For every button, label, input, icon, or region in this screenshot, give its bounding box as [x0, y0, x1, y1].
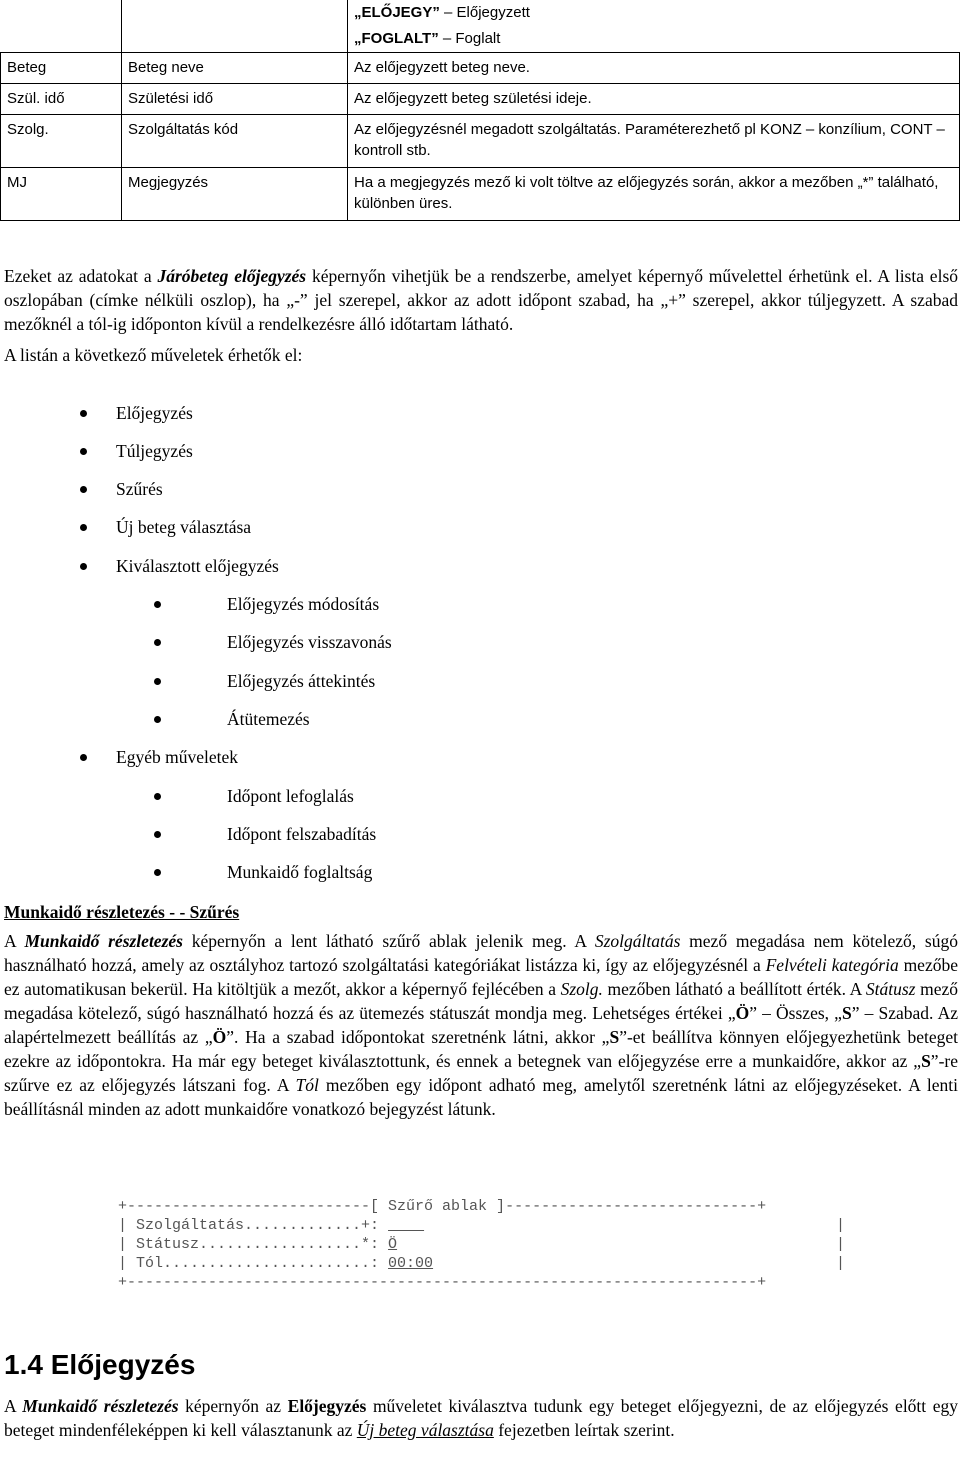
screen-name: Járóbeteg előjegyzés [157, 266, 307, 286]
list-item [227, 707, 310, 731]
table-cell: Megjegyzés [122, 168, 348, 221]
list-item-label: Időpont lefoglalás [227, 786, 354, 806]
table-cell: MJ [1, 168, 122, 221]
text-span: képernyőn az [178, 1396, 288, 1416]
bullet-icon [80, 563, 87, 570]
status-field-label: | Státusz..................*: [118, 1236, 389, 1253]
value-code: Ö [212, 1027, 227, 1047]
list-item [116, 401, 193, 425]
list-item-label: Előjegyzés visszavonás [227, 632, 392, 652]
table-cell: Beteg neve [122, 53, 348, 84]
bullet-icon [154, 793, 161, 800]
table-row [1, 84, 960, 115]
list-item-label: Kiválasztott előjegyzés [116, 556, 279, 576]
text-span: mezőben egy időpont adható meg, amelytől szeretnénk látni az előjegyzéseket. A lenti beállításnál minden az adott munkaidőre vonatkozó bejegyzést látunk. [4, 1075, 958, 1119]
from-field-value[interactable]: 00:00 [388, 1255, 434, 1272]
text-span: mezőbe ez automatikusan bekerül. Ha kitöltjük a mezőt, akkor a képernyő fejlécében a [4, 955, 958, 999]
list-item-label: Munkaidő foglaltság [227, 862, 373, 882]
list-item-label: Előjegyzés módosítás [227, 594, 380, 614]
list-item [227, 784, 354, 808]
section-title: 1.4 Előjegyzés [4, 1349, 196, 1380]
field-name: Felvételi kategória [765, 955, 899, 975]
table-row [1, 0, 960, 53]
bullet-icon [154, 716, 161, 723]
list-item [227, 630, 392, 654]
list-item-label: Előjegyzés áttekintés [227, 671, 376, 691]
screen-name: Munkaidő részletezés [22, 1396, 179, 1416]
from-field-label: | Tól.......................: [118, 1255, 389, 1272]
value-code: S [609, 1027, 620, 1047]
text-span: ”. Ha a szabad időpontokat szeretnénk látni, akkor „ [226, 1027, 610, 1047]
section-heading: Munkaidő részletezés - - Szűrés [4, 902, 240, 922]
table-cell: Beteg [1, 53, 122, 84]
status-field-value[interactable]: Ö [388, 1236, 398, 1253]
text-span: ” – Szabad. Az alapértelmezett beállítás az „ [4, 1003, 958, 1047]
list-item [227, 669, 375, 693]
console-row-service [118, 1216, 846, 1235]
field-name: Tól [295, 1075, 319, 1095]
value-code: S [921, 1051, 931, 1071]
table-cell [1, 0, 122, 53]
text-span: mező megadása kötelező, súgó használható hozzá és az ütemezés státuszát mondja meg. Lehetséges értékei „ [4, 979, 958, 1023]
table-cell: Szolg. [1, 115, 122, 168]
list-item-label: Előjegyzés [116, 403, 193, 423]
table-cell: Az előjegyzett beteg születési ideje. [348, 84, 960, 115]
console-right-edge: | [836, 1217, 846, 1234]
text-span: Ezeket az adatokat a [4, 266, 158, 286]
table-cell [122, 0, 348, 53]
bullet-icon [80, 486, 87, 493]
list-item-label: Átütemezés [227, 709, 310, 729]
bullet-icon [154, 601, 161, 608]
bullet-icon [154, 678, 161, 685]
table-cell: Születési idő [122, 84, 348, 115]
table-row [1, 115, 960, 168]
bullet-icon [80, 410, 87, 417]
list-item [227, 822, 376, 846]
bullet-icon [80, 448, 87, 455]
text-span: A [4, 931, 25, 951]
list-item [227, 592, 379, 616]
list-item-label: Egyéb műveletek [116, 747, 238, 767]
field-definitions-table [0, 0, 960, 221]
ops-intro: A listán a következő műveletek érhetők el: [4, 345, 303, 365]
console-top-border: +---------------------------[ Szűrő ablak ]----------------------------+ [118, 1198, 767, 1215]
screen-name: Munkaidő részletezés [24, 931, 183, 951]
table-cell: Szül. idő [1, 84, 122, 115]
operation-name: Előjegyzés [287, 1396, 367, 1416]
bullet-icon [80, 754, 87, 761]
chapter-link[interactable]: Új beteg választása [356, 1420, 494, 1440]
console-row-status [118, 1235, 846, 1254]
value-code: S [841, 1003, 852, 1023]
filter-window-console [118, 1197, 846, 1292]
status-values-cell [348, 0, 960, 53]
text-span: ”-re szűrve ez az előjegyzés látszani fog. A [4, 1051, 958, 1095]
bullet-icon [154, 831, 161, 838]
table-row [1, 168, 960, 221]
status-value-elojegy: „ELŐJEGY” – Előjegyzett [354, 4, 530, 21]
list-item [116, 554, 279, 578]
list-item-label: Új beteg választása [116, 517, 252, 537]
list-item [116, 439, 193, 463]
text-span: mezőben látható a beállított érték. A [602, 979, 866, 999]
elojegyzes-paragraph [4, 1394, 958, 1442]
text-span: ”-et beállítva könnyen előjegyezhetünk beteget ezekre az időpontokra. Ha már egy beteget kiválasztottunk, és ennek a betegnek van előjegyzése erre a munkaidőre, akkor az „ [4, 1027, 958, 1071]
text-span: képernyőn a lent látható szűrő ablak jelenik meg. A [182, 931, 595, 951]
list-item [227, 860, 372, 884]
status-value-foglalt: „FOGLALT” – Foglalt [354, 30, 501, 47]
service-field-value[interactable] [388, 1217, 424, 1234]
table-cell: Az előjegyzésnél megadott szolgáltatás. Paraméterezhető pl KONZ – konzílium, CONT – kontroll stb. [348, 115, 960, 168]
text-span: fejezetben leírtak szerint. [493, 1420, 675, 1440]
list-item [116, 515, 251, 539]
text-span: műveletet kiválasztva tudunk egy beteget előjegyezni, de az előjegyzés előtt egy beteget mindenféleképpen ki kell választanunk az [4, 1396, 958, 1440]
bullet-icon [154, 869, 161, 876]
list-item-label: Időpont felszabadítás [227, 824, 377, 844]
table-cell: Ha a megjegyzés mező ki volt töltve az előjegyzés során, akkor a mezőben „*” található, különben üres. [348, 168, 960, 221]
field-name: Státusz [865, 979, 916, 999]
list-item-label: Túljegyzés [116, 441, 193, 461]
table-cell: Az előjegyzett beteg neve. [348, 53, 960, 84]
console-right-edge: | [836, 1255, 846, 1272]
text-span: képernyőn vihetjük be a rendszerbe, amelyet képernyő művelettel érhetünk el. A lista első oszlopában (címke nélküli oszlop), ha „-” jel szerepel, akkor az adott időpont szabad, ha „+” szerepel, akkor túljegyzett. A szabad mezőknél a tól-ig időponton kívül a rendelkezésre álló időtartam látható. [4, 266, 958, 334]
value-code: Ö [735, 1003, 750, 1023]
list-item [116, 745, 238, 769]
table-row [1, 53, 960, 84]
field-name: Szolgáltatás [594, 931, 681, 951]
bullet-icon [80, 524, 87, 531]
filter-paragraph [4, 929, 958, 1121]
table-cell: Szolgáltatás kód [122, 115, 348, 168]
intro-paragraph [4, 264, 958, 336]
field-name: Szolg. [560, 979, 603, 999]
console-row-from [118, 1254, 846, 1273]
console-right-edge: | [836, 1236, 846, 1253]
list-item [116, 477, 163, 501]
console-bottom-border: +----------------------------------------------------------------------+ [118, 1274, 767, 1291]
list-item-label: Szűrés [116, 479, 163, 499]
bullet-icon [154, 639, 161, 646]
text-span: ” – Összes, „ [749, 1003, 842, 1023]
service-field-label: | Szolgáltatás.............+: [118, 1217, 389, 1234]
text-span: A [4, 1396, 23, 1416]
text-span: mező megadása nem kötelező, súgó használható hozzá, amely az osztályhoz tartozó szolgáltatási kategóriákat listázza ki, így az előjegyzésnél a [4, 931, 958, 975]
